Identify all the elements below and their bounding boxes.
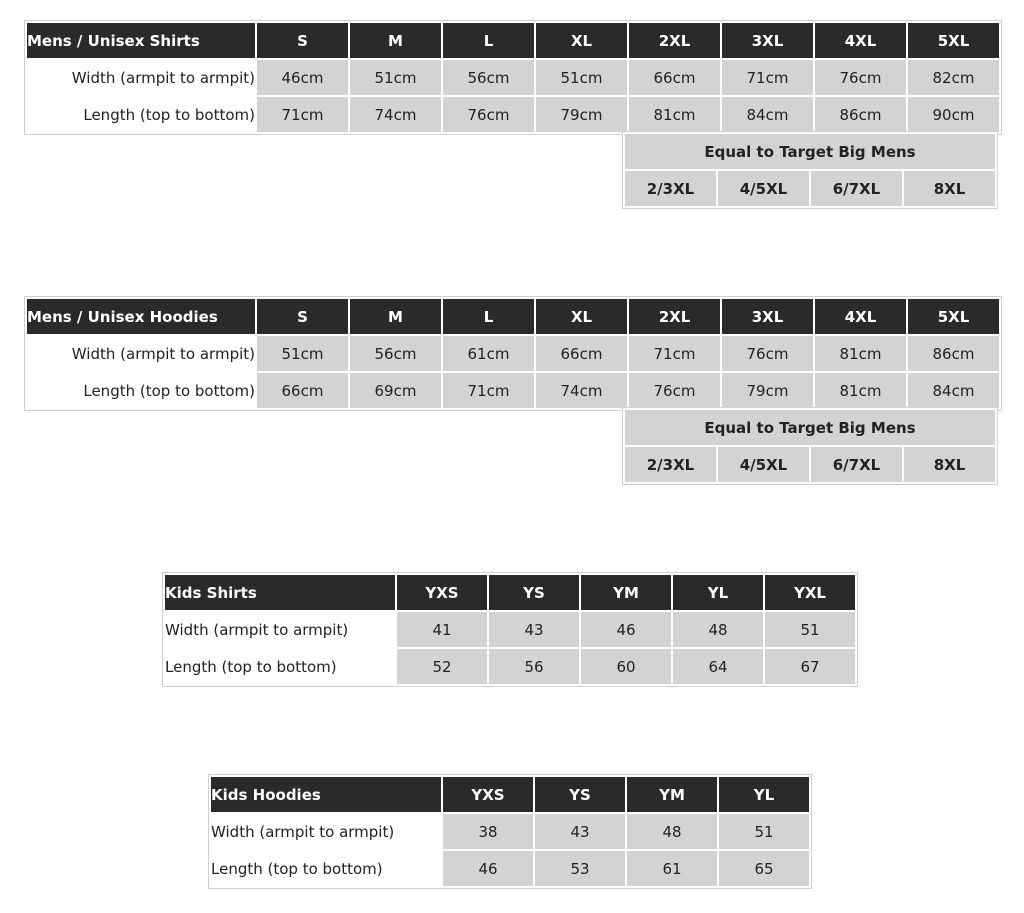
row-label: Width (armpit to armpit) xyxy=(165,612,395,647)
size-header: S xyxy=(257,299,348,334)
table-cell: 2/3XL xyxy=(625,171,716,206)
size-header: M xyxy=(350,299,441,334)
mens-hoodies-table xyxy=(24,296,1002,411)
table-title: Kids Hoodies xyxy=(211,777,441,812)
table-cell: 76cm xyxy=(443,97,534,132)
table-cell: 6/7XL xyxy=(811,447,902,482)
row-label: Length (top to bottom) xyxy=(27,97,255,132)
row-label: Width (armpit to armpit) xyxy=(27,60,255,95)
size-header: YXS xyxy=(397,575,487,610)
table-cell: 51cm xyxy=(350,60,441,95)
table-cell: 66cm xyxy=(629,60,720,95)
size-header: 5XL xyxy=(908,299,999,334)
table-cell: 56 xyxy=(489,649,579,684)
size-header: 3XL xyxy=(722,299,813,334)
size-header: YS xyxy=(489,575,579,610)
table-cell: 65 xyxy=(719,851,809,886)
size-header: L xyxy=(443,299,534,334)
kids-shirts-table xyxy=(162,572,858,687)
table-header-row xyxy=(27,299,999,334)
table-cell: 46 xyxy=(443,851,533,886)
table-row xyxy=(625,410,995,445)
table-cell: 64 xyxy=(673,649,763,684)
table-row xyxy=(165,649,855,684)
table-cell: 79cm xyxy=(536,97,627,132)
table-cell: 46cm xyxy=(257,60,348,95)
size-header: YXS xyxy=(443,777,533,812)
table-cell: 6/7XL xyxy=(811,171,902,206)
table-row xyxy=(211,851,809,886)
table-cell: 56cm xyxy=(443,60,534,95)
table-cell: 71cm xyxy=(443,373,534,408)
table-cell: 71cm xyxy=(257,97,348,132)
table-row xyxy=(211,814,809,849)
table-cell: 51cm xyxy=(257,336,348,371)
table-header-row xyxy=(211,777,809,812)
size-header: YM xyxy=(581,575,671,610)
equivalent-title: Equal to Target Big Mens xyxy=(625,410,995,445)
size-header: M xyxy=(350,23,441,58)
size-header: 3XL xyxy=(722,23,813,58)
table-row xyxy=(27,373,999,408)
table-cell: 4/5XL xyxy=(718,447,809,482)
table-cell: 86cm xyxy=(815,97,906,132)
equivalent-title: Equal to Target Big Mens xyxy=(625,134,995,169)
row-label: Width (armpit to armpit) xyxy=(211,814,441,849)
table-cell: 52 xyxy=(397,649,487,684)
size-header: 2XL xyxy=(629,23,720,58)
table-cell: 67 xyxy=(765,649,855,684)
table-cell: 2/3XL xyxy=(625,447,716,482)
table-cell: 43 xyxy=(535,814,625,849)
table-cell: 43 xyxy=(489,612,579,647)
size-header: 2XL xyxy=(629,299,720,334)
table-row xyxy=(625,171,995,206)
table-cell: 74cm xyxy=(350,97,441,132)
table-cell: 71cm xyxy=(629,336,720,371)
table-title: Mens / Unisex Hoodies xyxy=(27,299,255,334)
table-cell: 90cm xyxy=(908,97,999,132)
table-cell: 69cm xyxy=(350,373,441,408)
size-header: L xyxy=(443,23,534,58)
size-header: S xyxy=(257,23,348,58)
table-cell: 51 xyxy=(719,814,809,849)
mens-hoodies-equivalent-table xyxy=(622,407,998,485)
size-header: YS xyxy=(535,777,625,812)
size-header: YXL xyxy=(765,575,855,610)
table-cell: 74cm xyxy=(536,373,627,408)
table-cell: 76cm xyxy=(815,60,906,95)
table-title: Mens / Unisex Shirts xyxy=(27,23,255,58)
table-cell: 48 xyxy=(627,814,717,849)
row-label: Width (armpit to armpit) xyxy=(27,336,255,371)
size-header: 4XL xyxy=(815,23,906,58)
table-cell: 79cm xyxy=(722,373,813,408)
table-cell: 81cm xyxy=(815,336,906,371)
row-label: Length (top to bottom) xyxy=(27,373,255,408)
table-cell: 61 xyxy=(627,851,717,886)
size-header: 5XL xyxy=(908,23,999,58)
row-label: Length (top to bottom) xyxy=(165,649,395,684)
table-cell: 38 xyxy=(443,814,533,849)
table-row xyxy=(27,60,999,95)
table-cell: 53 xyxy=(535,851,625,886)
table-cell: 4/5XL xyxy=(718,171,809,206)
size-header: XL xyxy=(536,299,627,334)
table-row xyxy=(27,336,999,371)
table-cell: 8XL xyxy=(904,447,995,482)
table-cell: 61cm xyxy=(443,336,534,371)
table-cell: 82cm xyxy=(908,60,999,95)
table-cell: 81cm xyxy=(629,97,720,132)
size-header: XL xyxy=(536,23,627,58)
size-header: YL xyxy=(673,575,763,610)
table-cell: 60 xyxy=(581,649,671,684)
table-cell: 66cm xyxy=(257,373,348,408)
table-cell: 51cm xyxy=(536,60,627,95)
size-header: YL xyxy=(719,777,809,812)
table-row xyxy=(625,134,995,169)
table-cell: 86cm xyxy=(908,336,999,371)
row-label: Length (top to bottom) xyxy=(211,851,441,886)
table-cell: 84cm xyxy=(722,97,813,132)
mens-shirts-table xyxy=(24,20,1002,135)
table-cell: 76cm xyxy=(722,336,813,371)
table-title: Kids Shirts xyxy=(165,575,395,610)
table-cell: 48 xyxy=(673,612,763,647)
size-header: 4XL xyxy=(815,299,906,334)
table-header-row xyxy=(27,23,999,58)
kids-hoodies-table xyxy=(208,774,812,889)
mens-shirts-equivalent-table xyxy=(622,131,998,209)
table-cell: 66cm xyxy=(536,336,627,371)
table-cell: 46 xyxy=(581,612,671,647)
table-cell: 71cm xyxy=(722,60,813,95)
table-row xyxy=(165,612,855,647)
table-cell: 51 xyxy=(765,612,855,647)
table-cell: 41 xyxy=(397,612,487,647)
size-header: YM xyxy=(627,777,717,812)
table-row xyxy=(625,447,995,482)
table-header-row xyxy=(165,575,855,610)
table-cell: 56cm xyxy=(350,336,441,371)
table-cell: 8XL xyxy=(904,171,995,206)
table-cell: 76cm xyxy=(629,373,720,408)
table-cell: 84cm xyxy=(908,373,999,408)
table-row xyxy=(27,97,999,132)
table-cell: 81cm xyxy=(815,373,906,408)
